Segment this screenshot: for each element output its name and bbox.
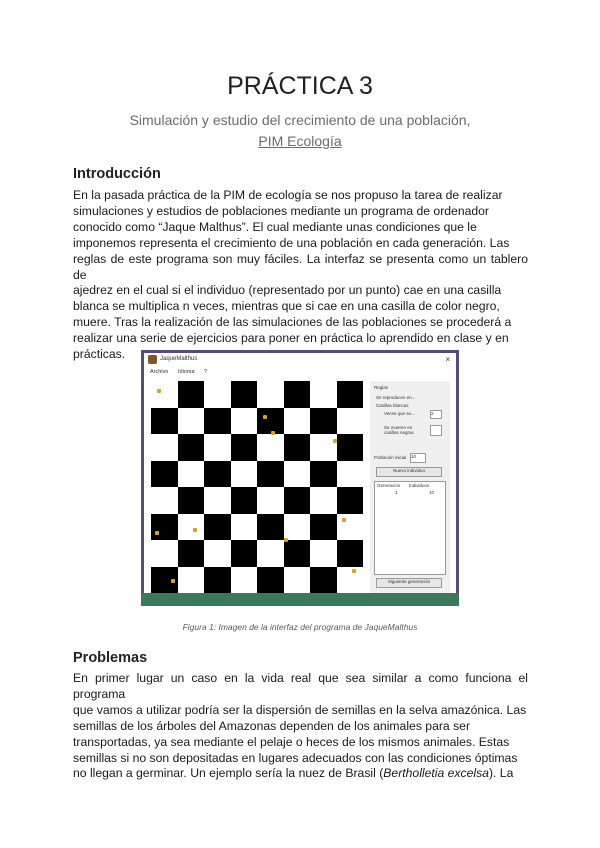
individual-dot: [263, 415, 267, 419]
board-cell[interactable]: [337, 434, 364, 461]
board-cell[interactable]: [257, 381, 284, 408]
next-generation-button[interactable]: Siguiente generación: [376, 578, 442, 588]
board-cell[interactable]: [310, 408, 337, 435]
col-individuals: Individuos: [409, 483, 430, 488]
board-cell[interactable]: [151, 461, 178, 488]
board-cell[interactable]: [257, 408, 284, 435]
board-cell[interactable]: [231, 381, 258, 408]
board-cell[interactable]: [204, 514, 231, 541]
board-cell[interactable]: [310, 434, 337, 461]
board-cell[interactable]: [178, 567, 205, 594]
board-cell[interactable]: [151, 381, 178, 408]
board-cell[interactable]: [257, 434, 284, 461]
new-individual-button[interactable]: Nuevo individuo: [376, 467, 442, 477]
problems-line: que vamos a utilizar podría ser la dispersión de semillas en la selva amazónica. Las: [73, 702, 527, 717]
board-cell[interactable]: [337, 408, 364, 435]
board-cell[interactable]: [257, 461, 284, 488]
board-cell[interactable]: [337, 461, 364, 488]
intro-line: simulaciones y estudios de poblaciones mediante un programa de ordenador: [73, 203, 489, 218]
individual-dot: [271, 431, 275, 435]
population-input[interactable]: [410, 453, 426, 463]
board-cell[interactable]: [204, 434, 231, 461]
intro-line: conocido como “Jaque Malthus”. El cual mediante unas condiciones que le: [73, 219, 477, 234]
intro-line: En la pasada práctica de la PIM de ecología se nos propuso la tarea de realizar: [73, 188, 503, 202]
board-cell[interactable]: [337, 514, 364, 541]
settings-panel: [370, 381, 450, 596]
board-cell[interactable]: [204, 461, 231, 488]
individual-dot: [155, 531, 159, 535]
program-screenshot: [141, 350, 459, 606]
intro-heading: Introducción: [73, 166, 161, 182]
subtitle-line-1: Simulación y estudio del crecimiento de una población,: [129, 112, 471, 128]
board-cell[interactable]: [310, 461, 337, 488]
board-cell[interactable]: [231, 567, 258, 594]
close-icon[interactable]: ×: [445, 355, 450, 364]
board-cell[interactable]: [310, 567, 337, 594]
board-cell[interactable]: [178, 514, 205, 541]
rule-option-1[interactable]: Se reproducen en...: [376, 395, 416, 400]
board-cell[interactable]: [231, 540, 258, 567]
intro-line: prácticas.: [73, 347, 126, 362]
board-cell[interactable]: [284, 540, 311, 567]
row-individuals: 10: [429, 490, 435, 495]
title-bar: [144, 353, 456, 367]
subtitle: [0, 110, 600, 152]
menu-help[interactable]: ?: [204, 369, 208, 375]
intro-line: reglas de este programa son muy fáciles. La interfaz se presenta como un tablero de: [73, 251, 528, 282]
board-cell[interactable]: [257, 567, 284, 594]
population-value: 10: [411, 454, 417, 459]
population-label: Población inicial: [374, 455, 407, 460]
board-cell[interactable]: [178, 487, 205, 514]
problems-line-last: [73, 766, 528, 782]
problems-heading: Problemas: [73, 650, 148, 666]
board-cell[interactable]: [284, 514, 311, 541]
intro-paragraph: [73, 188, 528, 363]
individual-dot: [157, 389, 161, 393]
board-cell[interactable]: [231, 487, 258, 514]
times-input[interactable]: [430, 410, 442, 419]
individual-dot: [284, 538, 288, 542]
board-cell[interactable]: [284, 408, 311, 435]
individual-dot: [352, 569, 356, 573]
deaths-label: Se mueren en casillas negras: [384, 425, 414, 435]
rules-label: Reglas: [374, 385, 389, 390]
window-title: JaqueMalthus: [160, 356, 198, 362]
board-cell[interactable]: [204, 408, 231, 435]
menu-bar: [144, 367, 456, 377]
board-cell[interactable]: [337, 567, 364, 594]
intro-line: muere. Tras la realización de las simulaciones de las poblaciones se procederá a: [73, 315, 512, 330]
intro-line: imponemos representa el crecimiento de una población en cada generación. Las: [73, 235, 510, 250]
individual-dot: [193, 528, 197, 532]
board-cell[interactable]: [204, 381, 231, 408]
board-cell[interactable]: [204, 540, 231, 567]
problems-paragraph: [73, 671, 528, 782]
board-cell[interactable]: [284, 434, 311, 461]
intro-line: blanca se multiplica n veces, mientras que si cae en una casilla de color negro,: [73, 299, 500, 314]
subtitle-link[interactable]: PIM Ecología: [258, 133, 342, 149]
chess-board[interactable]: [151, 381, 363, 593]
board-cell[interactable]: [151, 408, 178, 435]
page-title: PRÁCTICA 3: [227, 72, 373, 100]
menu-archivo[interactable]: Archivo: [150, 369, 169, 375]
deaths-input[interactable]: [430, 425, 442, 436]
intro-line: ajedrez en el cual si el individuo (representado por un punto) cae en una casilla: [73, 283, 502, 298]
board-cell[interactable]: [284, 381, 311, 408]
board-cell[interactable]: [151, 540, 178, 567]
desktop-background: [141, 593, 459, 606]
board-cell[interactable]: [204, 567, 231, 594]
individual-dot: [333, 439, 337, 443]
board-cell[interactable]: [310, 540, 337, 567]
problems-line: semillas si no son depositadas en lugares adecuados con las condiciones óptimas: [73, 750, 518, 765]
board-cell[interactable]: [151, 487, 178, 514]
board-cell[interactable]: [178, 540, 205, 567]
board-cell[interactable]: [257, 540, 284, 567]
board-cell[interactable]: [310, 514, 337, 541]
problems-line: transportadas, ya sea mediante el pelaje o heces de los mismos animales. Estas: [73, 734, 510, 749]
problems-line-start: no llegan a germinar. Un ejemplo sería la nuez de Brasil (: [73, 766, 384, 781]
board-cell[interactable]: [231, 461, 258, 488]
board-cell[interactable]: [257, 514, 284, 541]
board-cell[interactable]: [310, 381, 337, 408]
board-cell[interactable]: [204, 487, 231, 514]
board-cell[interactable]: [231, 408, 258, 435]
board-cell[interactable]: [337, 381, 364, 408]
generations-table: [374, 481, 446, 575]
app-logo-icon: [148, 355, 157, 364]
board-cell[interactable]: [310, 487, 337, 514]
figure-caption: Figura 1: Imagen de la interfaz del programa de JaqueMalthus: [182, 622, 418, 632]
board-cell[interactable]: [337, 487, 364, 514]
board-cell[interactable]: [178, 381, 205, 408]
times-value: 2: [431, 411, 434, 416]
menu-idioma[interactable]: Idioma: [178, 369, 195, 375]
board-cell[interactable]: [231, 514, 258, 541]
board-cell[interactable]: [231, 434, 258, 461]
board-cell[interactable]: [178, 461, 205, 488]
board-cell[interactable]: [284, 567, 311, 594]
board-cell[interactable]: [284, 487, 311, 514]
intro-line: realizar una serie de ejercicios para poner en práctica lo aprendido en clase y en: [73, 331, 509, 346]
species-name: Bertholletia excelsa: [383, 766, 489, 781]
times-label: Veces que se...: [384, 411, 415, 416]
board-cell[interactable]: [178, 434, 205, 461]
board-cell[interactable]: [257, 487, 284, 514]
board-cell[interactable]: [337, 540, 364, 567]
individual-dot: [171, 579, 175, 583]
individual-dot: [342, 518, 346, 522]
board-cell[interactable]: [151, 434, 178, 461]
app-window: [144, 353, 456, 602]
board-cell[interactable]: [151, 514, 178, 541]
problems-line: En primer lugar un caso en la vida real que sea similar a como funciona el programa: [73, 671, 528, 701]
problems-line-end: ). La: [488, 766, 514, 781]
row-generation: 1: [395, 490, 398, 495]
problems-line: semillas de los árboles del Amazonas dependen de los animales para ser: [73, 718, 471, 733]
board-cell[interactable]: [178, 408, 205, 435]
board-cell[interactable]: [284, 461, 311, 488]
col-generation: Generación: [377, 483, 401, 488]
rule-option-2[interactable]: Casillas blancas: [376, 403, 409, 408]
